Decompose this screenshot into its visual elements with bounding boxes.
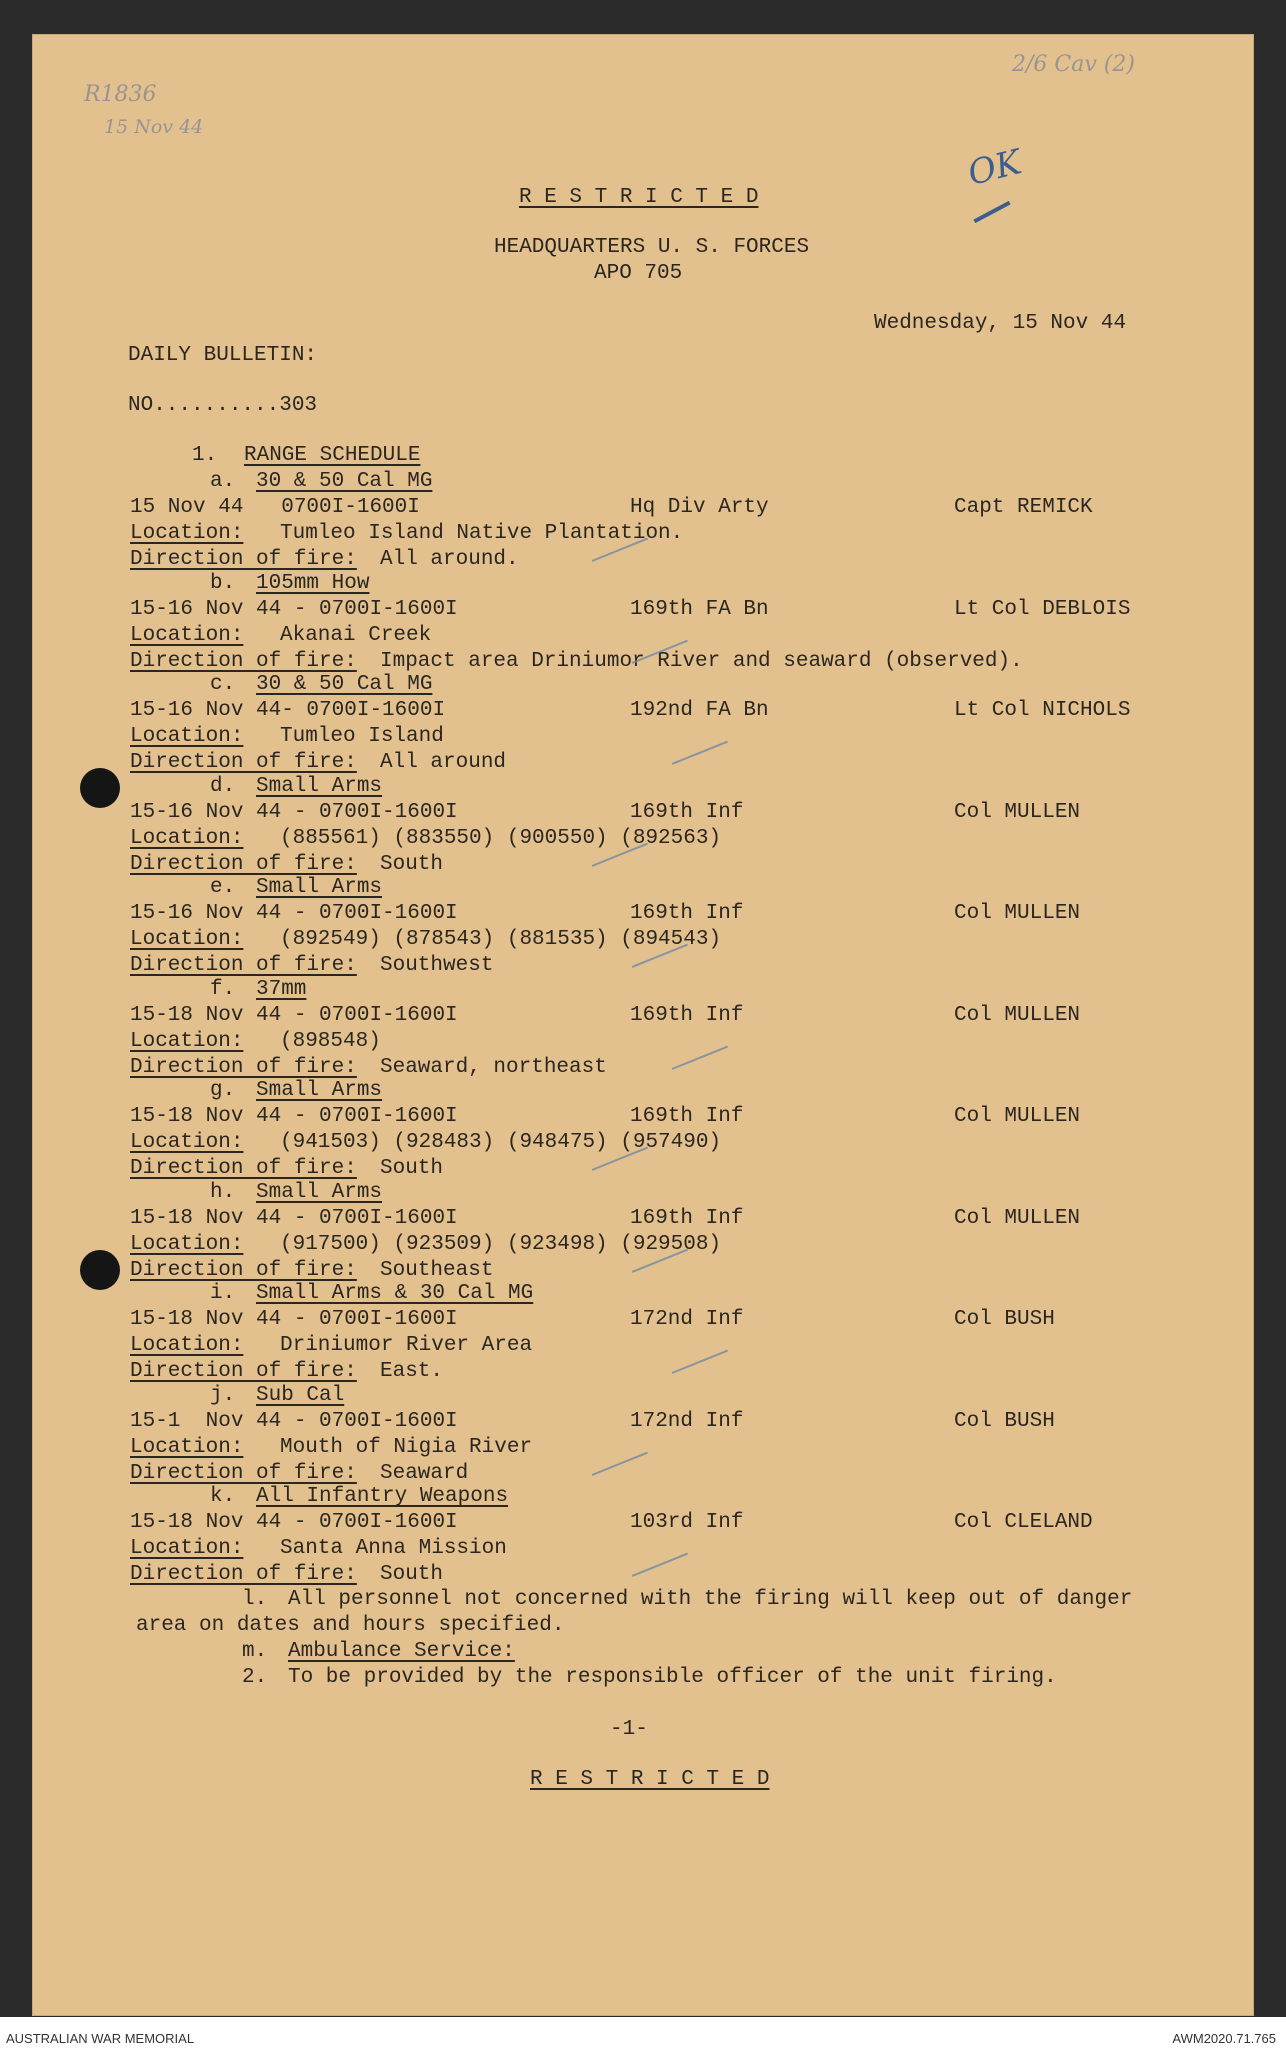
schedule-item-letter: b. — [210, 572, 236, 595]
direction-label: Direction of fire: — [130, 751, 357, 774]
location-value: (941503) (928483) (948475) (957490) — [280, 1131, 722, 1154]
classification-bottom: R E S T R I C T E D — [530, 1768, 770, 1791]
location-label: Location: — [130, 725, 244, 748]
note-2-text: To be provided by the responsible officer of the unit firing. — [288, 1666, 1057, 1689]
organization-title: HEADQUARTERS U. S. FORCES — [494, 236, 810, 259]
schedule-item-letter: h. — [210, 1181, 236, 1204]
handwritten-ok-mark: OK — [963, 142, 1026, 194]
direction-label: Direction of fire: — [130, 1157, 357, 1180]
bulletin-number: NO..........303 — [128, 394, 318, 417]
schedule-item-letter: c. — [210, 673, 236, 696]
document-page — [32, 34, 1254, 2016]
schedule-unit: 169th Inf — [630, 1105, 744, 1128]
schedule-dates: 15-16 Nov 44 - 0700I-1600I — [130, 902, 458, 925]
location-value: Tumleo Island Native Plantation. — [280, 522, 684, 545]
note-l-text: All personnel not concerned with the firing will keep out of danger — [288, 1588, 1133, 1611]
location-value: Tumleo Island — [280, 725, 444, 748]
check-mark-stroke — [672, 741, 728, 765]
schedule-dates: 15-18 Nov 44 - 0700I-1600I — [130, 1511, 458, 1534]
note-l-continuation: area on dates and hours specified. — [136, 1614, 565, 1637]
schedule-item-letter: a. — [210, 470, 236, 493]
schedule-item-letter: i. — [210, 1282, 236, 1305]
schedule-dates: 15-18 Nov 44 - 0700I-1600I — [130, 1105, 458, 1128]
location-label: Location: — [130, 624, 244, 647]
section-title: RANGE SCHEDULE — [244, 444, 421, 467]
bulletin-label: DAILY BULLETIN: — [128, 344, 318, 367]
schedule-unit: 169th FA Bn — [630, 598, 769, 621]
schedule-weapon: 30 & 50 Cal MG — [256, 470, 433, 493]
schedule-weapon: All Infantry Weapons — [256, 1485, 509, 1508]
direction-label: Direction of fire: — [130, 1056, 357, 1079]
location-value: Driniumor River Area — [280, 1334, 533, 1357]
schedule-officer: Lt Col NICHOLS — [954, 699, 1131, 722]
schedule-weapon: Small Arms — [256, 1079, 383, 1102]
schedule-officer: Col BUSH — [954, 1410, 1055, 1433]
check-mark-stroke — [632, 1553, 688, 1577]
location-label: Location: — [130, 827, 244, 850]
direction-label: Direction of fire: — [130, 954, 357, 977]
schedule-weapon: Small Arms — [256, 775, 383, 798]
direction-value: East. — [380, 1360, 444, 1383]
schedule-dates: 15-16 Nov 44 - 0700I-1600I — [130, 801, 458, 824]
direction-value: All around — [380, 751, 507, 774]
note-m-label: m. — [242, 1640, 268, 1663]
schedule-weapon: Small Arms — [256, 1181, 383, 1204]
schedule-weapon: Sub Cal — [256, 1384, 345, 1407]
direction-label: Direction of fire: — [130, 1563, 357, 1586]
location-value: Mouth of Nigia River — [280, 1436, 533, 1459]
direction-label: Direction of fire: — [130, 853, 357, 876]
location-label: Location: — [130, 1334, 244, 1357]
location-value: Santa Anna Mission — [280, 1537, 507, 1560]
schedule-officer: Capt REMICK — [954, 496, 1093, 519]
check-mark-stroke — [592, 1452, 648, 1476]
direction-value: South — [380, 853, 444, 876]
location-value: (917500) (923509) (923498) (929508) — [280, 1233, 722, 1256]
location-label: Location: — [130, 1233, 244, 1256]
handwritten-reference: R1836 — [84, 82, 157, 107]
check-mark-stroke — [672, 1046, 728, 1070]
location-label: Location: — [130, 1131, 244, 1154]
schedule-unit: 192nd FA Bn — [630, 699, 769, 722]
location-label: Location: — [130, 928, 244, 951]
section-number: 1. — [192, 444, 218, 467]
archive-footer — [0, 2017, 1286, 2061]
check-mark-stroke — [672, 1350, 728, 1374]
apo-number: APO 705 — [594, 262, 683, 285]
direction-value: Southeast — [380, 1259, 494, 1282]
location-label: Location: — [130, 1030, 244, 1053]
archive-reference: AWM2020.71.765 — [1172, 2031, 1276, 2046]
note-m-title: Ambulance Service: — [288, 1640, 515, 1663]
schedule-item-letter: d. — [210, 775, 236, 798]
location-value: Akanai Creek — [280, 624, 432, 647]
schedule-dates: 15 Nov 44 0700I-1600I — [130, 496, 420, 519]
location-label: Location: — [130, 1436, 244, 1459]
schedule-unit: 169th Inf — [630, 1207, 744, 1230]
location-label: Location: — [130, 522, 244, 545]
schedule-officer: Col MULLEN — [954, 1004, 1081, 1027]
schedule-dates: 15-18 Nov 44 - 0700I-1600I — [130, 1004, 458, 1027]
handwritten-unit-note: 2/6 Cav (2) — [1012, 52, 1135, 77]
direction-label: Direction of fire: — [130, 650, 357, 673]
direction-label: Direction of fire: — [130, 1259, 357, 1282]
schedule-unit: 169th Inf — [630, 801, 744, 824]
location-label: Location: — [130, 1537, 244, 1560]
schedule-item-letter: k. — [210, 1485, 236, 1508]
schedule-officer: Col MULLEN — [954, 1105, 1081, 1128]
schedule-dates: 15-1 Nov 44 - 0700I-1600I — [130, 1410, 458, 1433]
handwritten-date: 15 Nov 44 — [104, 116, 204, 138]
location-value: (885561) (883550) (900550) (892563) — [280, 827, 722, 850]
schedule-item-letter: e. — [210, 876, 236, 899]
bulletin-date: Wednesday, 15 Nov 44 — [874, 312, 1127, 335]
schedule-unit: 169th Inf — [630, 1004, 744, 1027]
schedule-unit: 172nd Inf — [630, 1410, 744, 1433]
note-l-label: l. — [242, 1588, 268, 1611]
punch-hole-upper — [80, 768, 120, 808]
schedule-unit: 172nd Inf — [630, 1308, 744, 1331]
direction-label: Direction of fire: — [130, 548, 357, 571]
page-number: -1- — [610, 1718, 648, 1741]
schedule-dates: 15-16 Nov 44- 0700I-1600I — [130, 699, 446, 722]
schedule-weapon: 105mm How — [256, 572, 370, 595]
archive-name: AUSTRALIAN WAR MEMORIAL — [6, 2031, 195, 2046]
direction-value: Southwest — [380, 954, 494, 977]
schedule-officer: Col CLELAND — [954, 1511, 1093, 1534]
direction-value: South — [380, 1563, 444, 1586]
location-value: (892549) (878543) (881535) (894543) — [280, 928, 722, 951]
schedule-weapon: Small Arms & 30 Cal MG — [256, 1282, 534, 1305]
schedule-dates: 15-16 Nov 44 - 0700I-1600I — [130, 598, 458, 621]
schedule-unit: 103rd Inf — [630, 1511, 744, 1534]
punch-hole-lower — [80, 1250, 120, 1290]
schedule-officer: Lt Col DEBLOIS — [954, 598, 1131, 621]
schedule-weapon: Small Arms — [256, 876, 383, 899]
schedule-officer: Col BUSH — [954, 1308, 1055, 1331]
classification-top: R E S T R I C T E D — [519, 186, 759, 209]
direction-value: Seaward — [380, 1462, 469, 1485]
schedule-item-letter: f. — [210, 978, 236, 1001]
schedule-unit: 169th Inf — [630, 902, 744, 925]
direction-label: Direction of fire: — [130, 1462, 357, 1485]
direction-value: South — [380, 1157, 444, 1180]
schedule-dates: 15-18 Nov 44 - 0700I-1600I — [130, 1207, 458, 1230]
schedule-weapon: 37mm — [256, 978, 307, 1001]
schedule-officer: Col MULLEN — [954, 902, 1081, 925]
schedule-item-letter: j. — [210, 1384, 236, 1407]
direction-value: All around. — [380, 548, 519, 571]
note-2-label: 2. — [242, 1666, 268, 1689]
ok-underline-stroke — [973, 201, 1010, 223]
schedule-item-letter: g. — [210, 1079, 236, 1102]
direction-label: Direction of fire: — [130, 1360, 357, 1383]
direction-value: Seaward, northeast — [380, 1056, 607, 1079]
direction-value: Impact area Driniumor River and seaward (observed). — [380, 650, 1023, 673]
schedule-officer: Col MULLEN — [954, 801, 1081, 824]
schedule-officer: Col MULLEN — [954, 1207, 1081, 1230]
schedule-weapon: 30 & 50 Cal MG — [256, 673, 433, 696]
location-value: (898548) — [280, 1030, 381, 1053]
schedule-unit: Hq Div Arty — [630, 496, 769, 519]
schedule-dates: 15-18 Nov 44 - 0700I-1600I — [130, 1308, 458, 1331]
